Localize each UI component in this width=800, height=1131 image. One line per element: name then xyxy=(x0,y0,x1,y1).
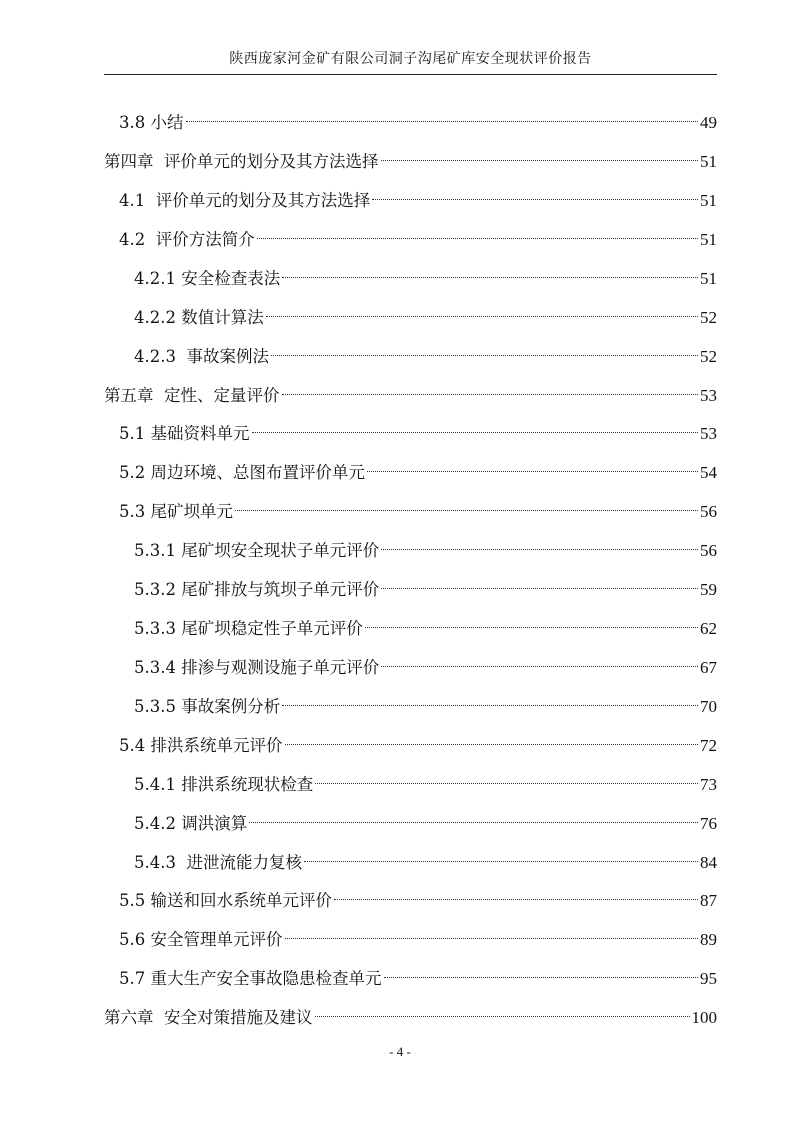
dot-leader xyxy=(334,899,698,900)
toc-entry[interactable] xyxy=(119,182,717,220)
toc-entry-title: 5.3.5 事故案例分析 xyxy=(134,697,281,716)
running-header xyxy=(104,44,717,75)
toc-entry-title: 3.8 小结 xyxy=(119,113,184,132)
dot-leader xyxy=(266,316,698,317)
toc-entry-page-number: 49 xyxy=(700,113,717,132)
toc-entry[interactable] xyxy=(104,377,717,415)
toc-entry-page-number: 89 xyxy=(700,930,717,949)
toc-entry-page-number: 56 xyxy=(700,502,717,521)
toc-entry-title: 4.1 评价单元的划分及其方法选择 xyxy=(119,191,371,210)
toc-entry[interactable] xyxy=(134,260,717,298)
toc-entry-page-number: 73 xyxy=(700,775,717,794)
dot-leader xyxy=(381,549,698,550)
toc-entry-title: 5.3.3 尾矿坝稳定性子单元评价 xyxy=(134,619,363,638)
toc-entry-page-number: 100 xyxy=(691,1008,717,1027)
toc-entry-page-number: 72 xyxy=(700,736,717,755)
toc-entry-page-number: 95 xyxy=(700,969,717,988)
toc-entry[interactable] xyxy=(119,727,717,765)
toc-entry-page-number: 51 xyxy=(700,269,717,288)
toc-entry[interactable] xyxy=(104,999,717,1037)
toc-entry-title: 第四章 评价单元的划分及其方法选择 xyxy=(104,152,379,171)
toc-entry[interactable] xyxy=(119,454,717,492)
dot-leader xyxy=(282,705,698,706)
dot-leader xyxy=(367,471,698,472)
toc-entry[interactable] xyxy=(119,415,717,453)
toc-entry[interactable] xyxy=(134,766,717,804)
toc-entry[interactable] xyxy=(134,299,717,337)
dot-leader xyxy=(285,744,699,745)
dot-leader xyxy=(381,666,698,667)
toc-entry-page-number: 59 xyxy=(700,580,717,599)
dot-leader xyxy=(365,627,698,628)
toc-entry-title: 5.4.2 调洪演算 xyxy=(134,814,248,833)
toc-entry-title: 5.3.1 尾矿坝安全现状子单元评价 xyxy=(134,541,380,560)
page-number-footer xyxy=(0,1044,800,1060)
dot-leader xyxy=(315,1016,690,1017)
toc-entry[interactable] xyxy=(134,532,717,570)
toc-entry-title: 5.3.2 尾矿排放与筑坝子单元评价 xyxy=(134,580,380,599)
toc-entry[interactable] xyxy=(104,143,717,181)
header-title: 陕西庞家河金矿有限公司洞子沟尾矿库安全现状评价报告 xyxy=(229,51,592,67)
dot-leader xyxy=(384,977,699,978)
toc-entry-title: 5.7 重大生产安全事故隐患检查单元 xyxy=(119,969,382,988)
toc-entry-title: 第六章 安全对策措施及建议 xyxy=(104,1008,313,1027)
toc-entry[interactable] xyxy=(134,844,717,882)
dot-leader xyxy=(249,822,698,823)
toc-entry-title: 5.1 基础资料单元 xyxy=(119,424,250,443)
dot-leader xyxy=(282,394,699,395)
dot-leader xyxy=(252,432,699,433)
toc-entry-title: 5.2 周边环境、总图布置评价单元 xyxy=(119,463,365,482)
toc-entry[interactable] xyxy=(119,221,717,259)
dot-leader xyxy=(381,588,698,589)
toc-entry[interactable] xyxy=(134,610,717,648)
toc-entry[interactable] xyxy=(119,960,717,998)
toc-entry[interactable] xyxy=(134,649,717,687)
toc-entry-page-number: 51 xyxy=(700,191,717,210)
toc-entry-page-number: 51 xyxy=(700,152,717,171)
dot-leader xyxy=(282,277,698,278)
toc-entry[interactable] xyxy=(134,688,717,726)
toc-entry[interactable] xyxy=(134,338,717,376)
toc-entry-title: 4.2.3 事故案例法 xyxy=(134,347,269,366)
toc-entry-page-number: 53 xyxy=(700,424,717,443)
toc-entry-title: 5.6 安全管理单元评价 xyxy=(119,930,283,949)
toc-entry-page-number: 52 xyxy=(700,347,717,366)
toc-entry-title: 第五章 定性、定量评价 xyxy=(104,386,280,405)
dot-leader xyxy=(271,355,698,356)
toc-entry-page-number: 54 xyxy=(700,463,717,482)
toc-entry-page-number: 70 xyxy=(700,697,717,716)
toc-entry-page-number: 76 xyxy=(700,814,717,833)
dot-leader xyxy=(186,121,699,122)
toc-entry-page-number: 53 xyxy=(700,386,717,405)
toc-entry-page-number: 56 xyxy=(700,541,717,560)
toc-entry[interactable] xyxy=(119,882,717,920)
dot-leader xyxy=(304,861,698,862)
toc-entry-page-number: 84 xyxy=(700,853,717,872)
dot-leader xyxy=(372,199,698,200)
toc-entry-title: 4.2.1 安全检查表法 xyxy=(134,269,281,288)
toc-entry-title: 4.2 评价方法简介 xyxy=(119,230,255,249)
toc-entry[interactable] xyxy=(119,493,717,531)
toc-entry-page-number: 87 xyxy=(700,891,717,910)
toc-entry[interactable] xyxy=(119,104,717,142)
toc-entry-title: 5.4.1 排洪系统现状检查 xyxy=(134,775,314,794)
toc-entry-title: 4.2.2 数值计算法 xyxy=(134,308,264,327)
toc-entry-page-number: 51 xyxy=(700,230,717,249)
page-number: - 4 - xyxy=(389,1044,411,1059)
toc-entry[interactable] xyxy=(119,921,717,959)
dot-leader xyxy=(381,160,699,161)
toc-entry-title: 5.3.4 排渗与观测设施子单元评价 xyxy=(134,658,380,677)
dot-leader xyxy=(257,238,698,239)
toc-entry[interactable] xyxy=(134,571,717,609)
toc-entry-title: 5.3 尾矿坝单元 xyxy=(119,502,233,521)
toc-entry-title: 5.4.3 进泄流能力复核 xyxy=(134,853,302,872)
dot-leader xyxy=(315,783,698,784)
toc-entry-title: 5.5 输送和回水系统单元评价 xyxy=(119,891,332,910)
toc-entry-page-number: 62 xyxy=(700,619,717,638)
toc-entry-page-number: 67 xyxy=(700,658,717,677)
toc-entry-page-number: 52 xyxy=(700,308,717,327)
dot-leader xyxy=(285,938,699,939)
toc-entry-title: 5.4 排洪系统单元评价 xyxy=(119,736,283,755)
dot-leader xyxy=(235,510,698,511)
toc-entry[interactable] xyxy=(134,805,717,843)
